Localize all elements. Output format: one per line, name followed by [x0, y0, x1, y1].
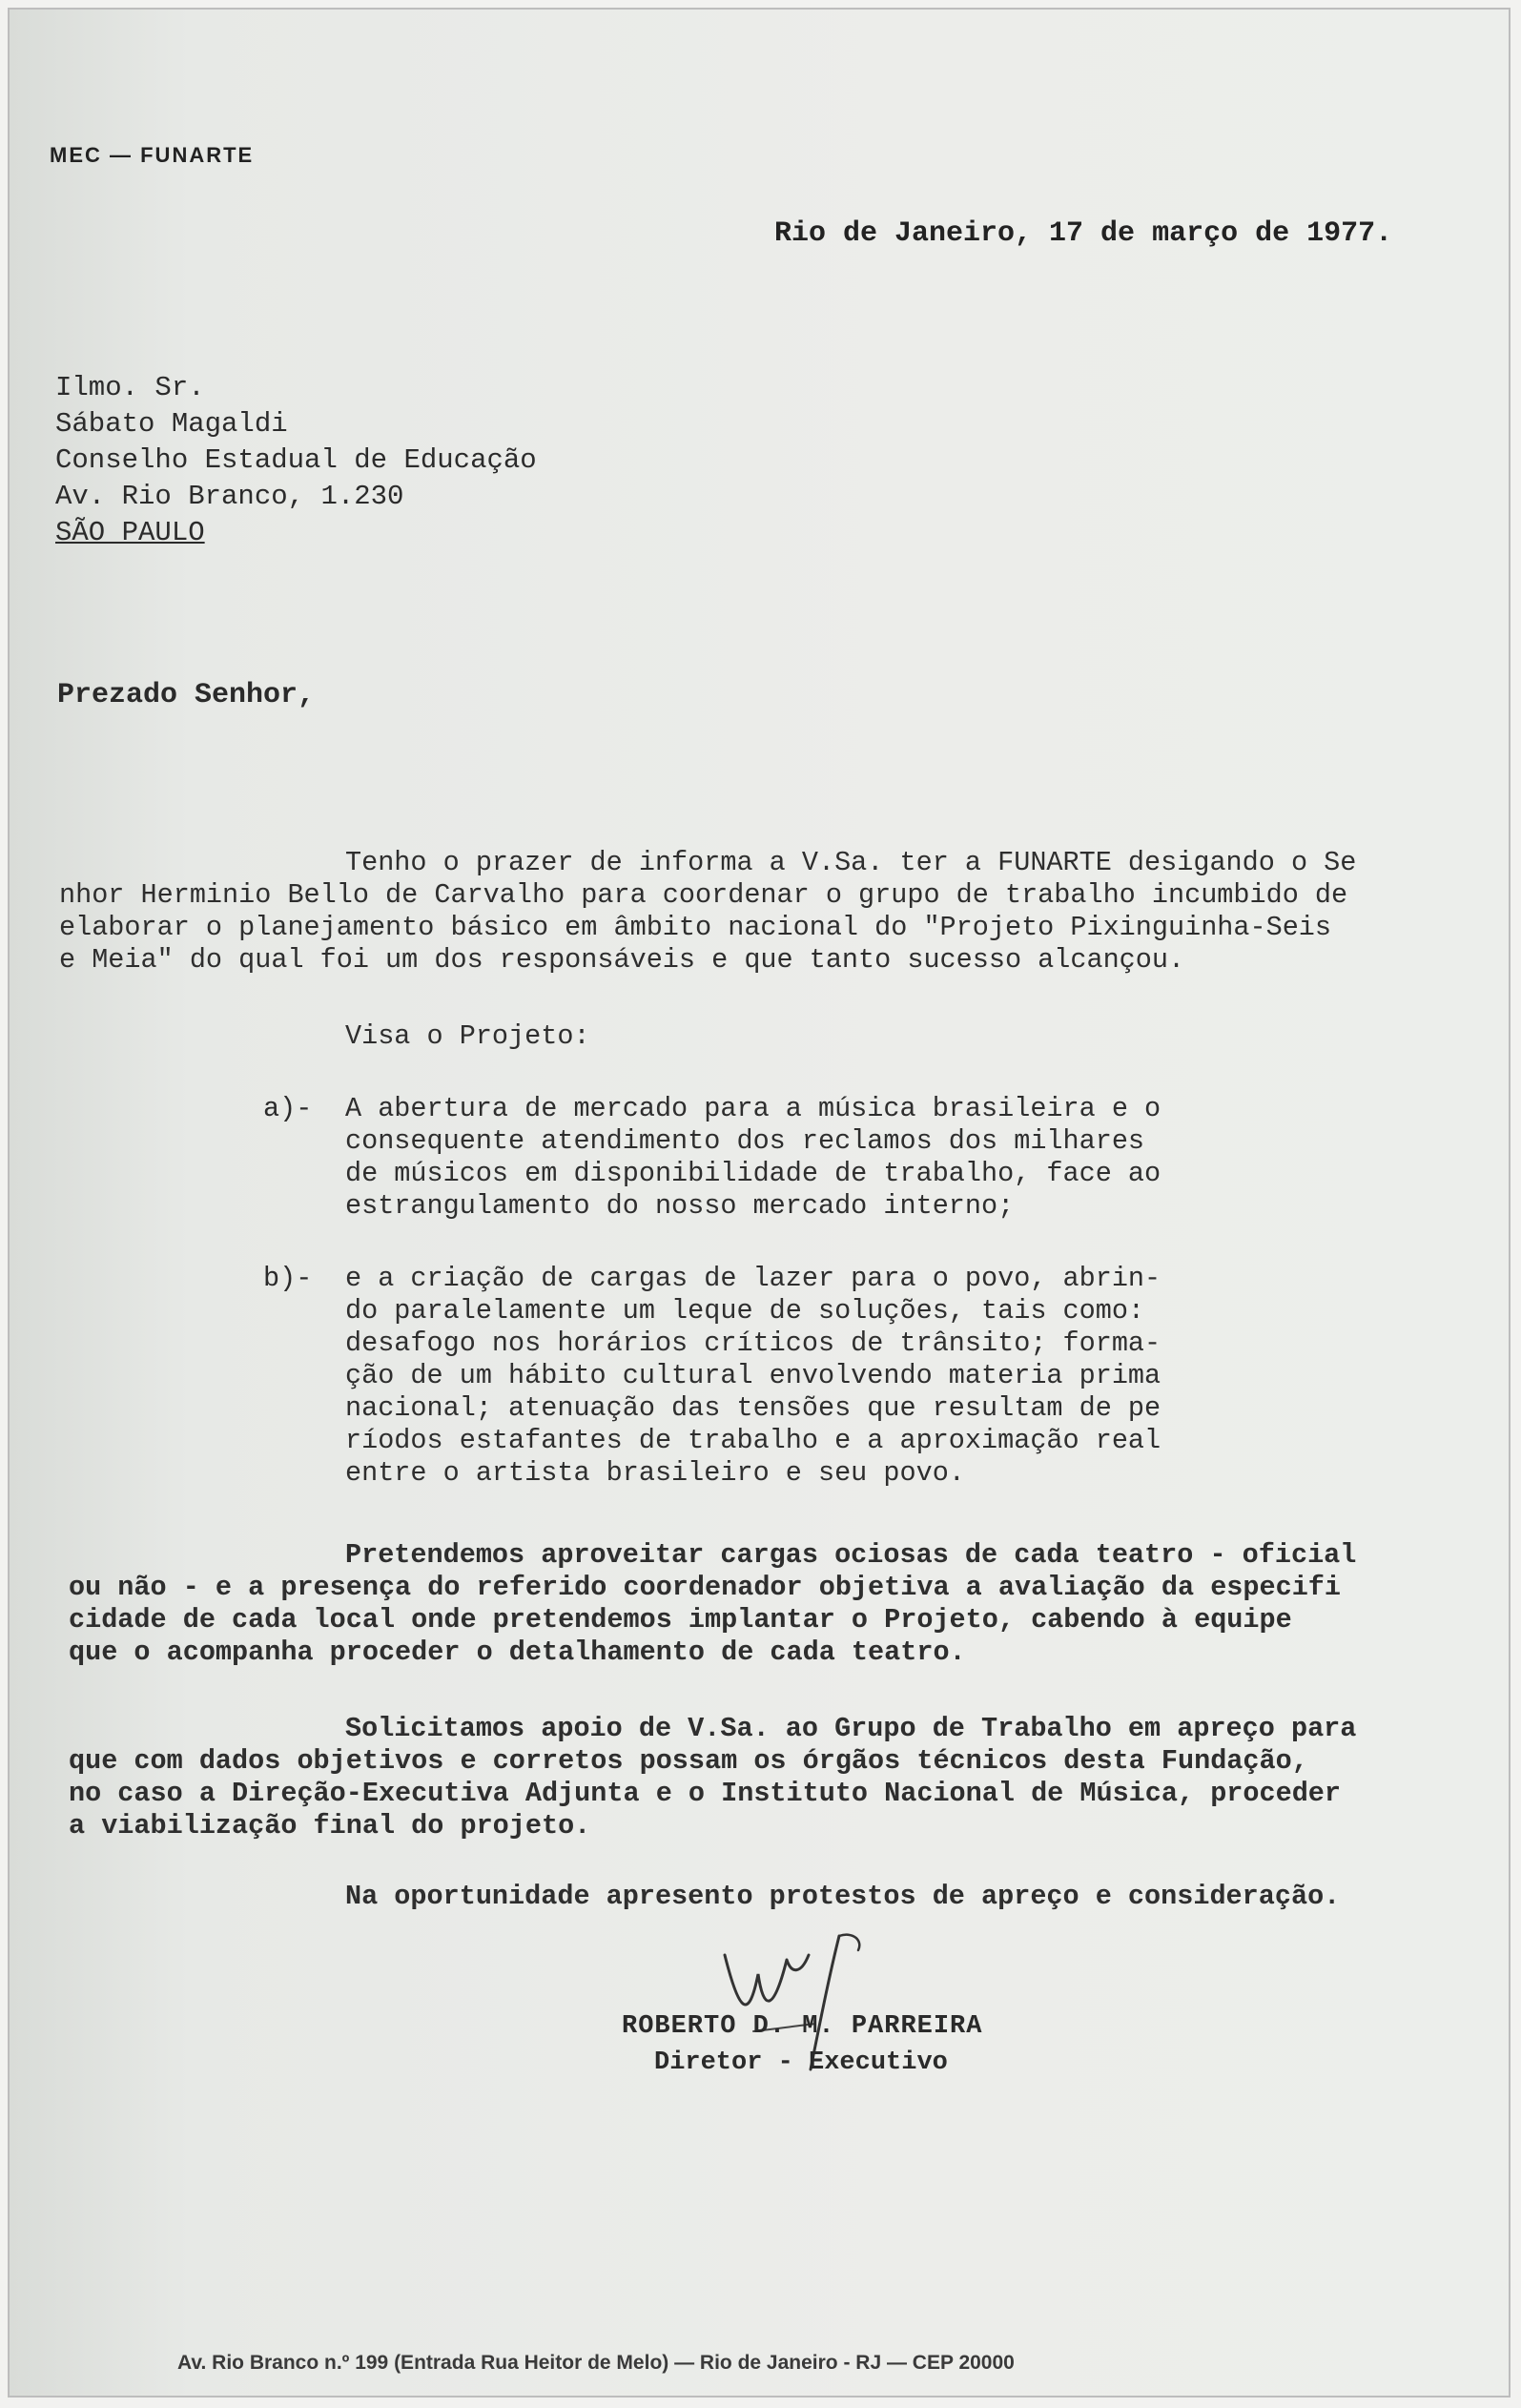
addressee-street: Av. Rio Branco, 1.230	[55, 481, 404, 512]
item-a-line: A abertura de mercado para a música brasileira e o	[345, 1093, 1161, 1124]
closing-line: Na oportunidade apresento protestos de apreço e consideração.	[345, 1881, 1341, 1912]
letterhead-org: MEC — FUNARTE	[50, 143, 255, 167]
item-b-line: entre o artista brasileiro e seu povo.	[345, 1457, 965, 1489]
para3-line: que com dados objetivos e corretos possam os órgãos técnicos desta Fundação,	[69, 1745, 1308, 1777]
salutation: Prezado Senhor,	[57, 679, 316, 711]
item-b-label: b)-	[263, 1263, 313, 1294]
item-a-line: consequente atendimento dos reclamos dos milhares	[345, 1125, 1145, 1157]
para2-line: que o acompanha proceder o detalhamento de cada teatro.	[69, 1636, 966, 1668]
signatory-name: ROBERTO D. M. PARREIRA	[622, 2012, 983, 2041]
signatory-title: Diretor - Executivo	[654, 2048, 948, 2077]
addressee-city: SÃO PAULO	[55, 517, 205, 548]
aims-heading: Visa o Projeto:	[345, 1020, 590, 1052]
item-b-line: e a criação de cargas de lazer para o povo, abrin-	[345, 1263, 1161, 1294]
para3-line: no caso a Direção-Executiva Adjunta e o Instituto Nacional de Música, proceder	[69, 1778, 1342, 1809]
intro-line: elaborar o planejamento básico em âmbito nacional do "Projeto Pixinguinha-Seis	[59, 912, 1332, 943]
footer-address: Av. Rio Branco n.º 199 (Entrada Rua Heitor de Melo) — Rio de Janeiro - RJ — CEP 20000	[177, 2352, 1015, 2374]
item-b-line: do paralelamente um leque de soluções, tais como:	[345, 1295, 1145, 1327]
item-a-line: estrangulamento do nosso mercado interno;	[345, 1190, 1015, 1222]
item-a-line: de músicos em disponibilidade de trabalho, face ao	[345, 1158, 1161, 1189]
intro-line: nhor Herminio Bello de Carvalho para coordenar o grupo de trabalho incumbido de	[59, 879, 1348, 911]
addressee-name: Sábato Magaldi	[55, 408, 288, 440]
item-b-line: desafogo nos horários críticos de trânsito; forma-	[345, 1327, 1161, 1359]
para3-line: Solicitamos apoio de V.Sa. ao Grupo de Trabalho em apreço para	[345, 1713, 1357, 1744]
para2-line: Pretendemos aproveitar cargas ociosas de cada teatro - oficial	[345, 1539, 1357, 1571]
para2-line: cidade de cada local onde pretendemos implantar o Projeto, cabendo à equipe	[69, 1604, 1292, 1636]
para2-line: ou não - e a presença do referido coordenador objetiva a avaliação da especifi	[69, 1572, 1342, 1603]
item-b-line: nacional; atenuação das tensões que resultam de pe	[345, 1392, 1161, 1424]
item-a-label: a)-	[263, 1093, 313, 1124]
item-b-line: ríodos estafantes de trabalho e a aproximação real	[345, 1425, 1161, 1456]
addressee-institution: Conselho Estadual de Educação	[55, 444, 537, 476]
para3-line: a viabilização final do projeto.	[69, 1810, 591, 1842]
letter-date: Rio de Janeiro, 17 de março de 1977.	[774, 217, 1393, 250]
item-b-line: ção de um hábito cultural envolvendo materia prima	[345, 1360, 1161, 1391]
intro-line: Tenho o prazer de informa a V.Sa. ter a FUNARTE desigando o Se	[345, 847, 1357, 878]
addressee-title: Ilmo. Sr.	[55, 372, 205, 403]
intro-line: e Meia" do qual foi um dos responsáveis e que tanto sucesso alcançou.	[59, 944, 1185, 976]
